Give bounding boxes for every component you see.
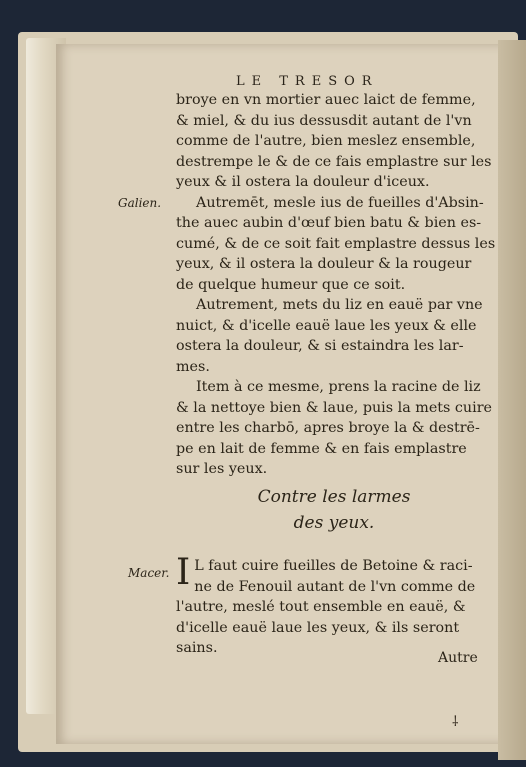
text-line: the auec aubin d'œuf bien batu & bien es- (176, 215, 482, 231)
text-line: mes. (176, 358, 210, 375)
catchword: Autre (438, 650, 478, 666)
text-line: destrempe le & de ce fais emplastre sur les (176, 153, 492, 170)
text-line: cumé, & de ce soit fait emplastre dessus les (176, 235, 496, 252)
text-line: d'icelle eauë laue les yeux, & ils seront (176, 619, 460, 636)
text-line: Item à ce mesme, prens la racine de liz (196, 379, 481, 395)
text-line: pe en lait de femme & en fais emplastre (176, 440, 467, 457)
text-line: entre les charbō, apres broye la & destrē- (176, 420, 480, 436)
text-line: yeux, & il ostera la douleur & la rougeur (176, 256, 472, 272)
text-line: & miel, & du ius dessusdit autant de l'vn (176, 112, 472, 129)
text-line: sur les yeux. (176, 461, 268, 477)
text-line: L faut cuire fueilles de Betoine & raci- (194, 558, 473, 574)
ink-mark: ⸸ (452, 714, 459, 730)
text-line: nuict, & d'icelle eauë laue les yeux & elle (176, 317, 477, 334)
margin-note-macer: Macer. (128, 566, 170, 580)
text-line: comme de l'autre, bien meslez ensemble, (176, 133, 476, 149)
text-block-2 (176, 552, 492, 659)
text-line: ostera la douleur, & si estaindra les lar- (176, 338, 464, 354)
text-line: broye en vn mortier auec laict de femme, (176, 92, 476, 108)
text-line: ne de Fenouil autant de l'vn comme de (194, 578, 476, 595)
heading-line: Contre les larmes (257, 487, 411, 507)
running-head: LE TRESOR (236, 74, 379, 89)
text-line: l'autre, meslé tout ensemble en eauë, & (176, 599, 466, 615)
text-line: & la nettoye bien & laue, puis la mets cuire (176, 399, 493, 416)
text-line: yeux & il ostera la douleur d'iceux. (176, 174, 430, 190)
text-line: de quelque humeur que ce soit. (176, 276, 406, 293)
page-edge-right (498, 40, 526, 760)
text-line: sains. (176, 640, 218, 656)
drop-cap: I (176, 552, 191, 593)
text-line: Autremēt, mesle ius de fueilles d'Absin- (196, 194, 484, 211)
margin-note-galien: Galien. (118, 196, 162, 210)
text-block-1 (176, 90, 496, 480)
section-heading (176, 484, 492, 536)
heading-line: des yeux. (293, 513, 375, 533)
text-line: Autrement, mets du liz en eauë par vne (196, 297, 483, 313)
